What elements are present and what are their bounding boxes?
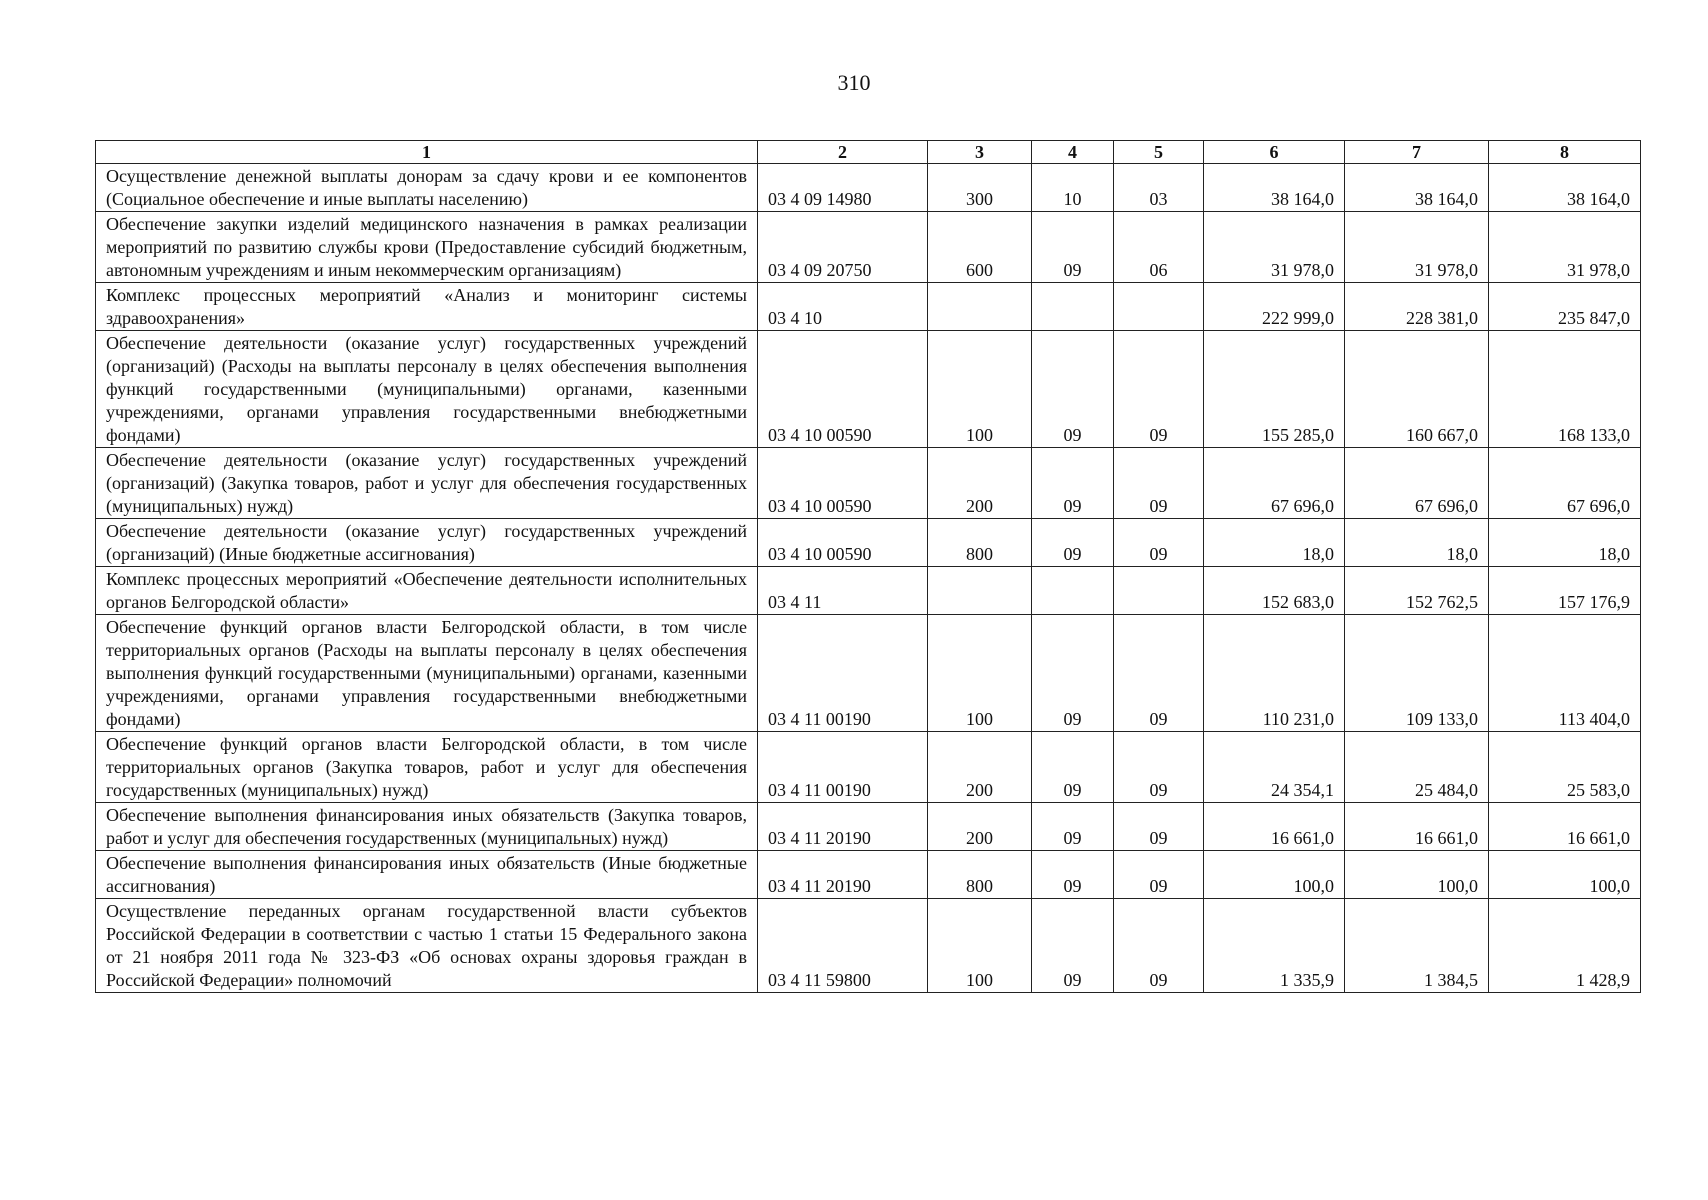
row-description: Осуществление денежной выплаты донорам за сдачу крови и ее компонентов (Социальное обеспечение и иные выплаты населению)	[96, 164, 758, 212]
row-col8: 16 661,0	[1489, 803, 1641, 851]
row-col8: 157 176,9	[1489, 567, 1641, 615]
row-code: 03 4 11	[758, 567, 928, 615]
row-col4: 09	[1032, 331, 1114, 448]
table-row	[96, 448, 1641, 519]
row-col7: 109 133,0	[1345, 615, 1489, 732]
row-col7: 67 696,0	[1345, 448, 1489, 519]
row-description: Обеспечение закупки изделий медицинского назначения в рамках реализации мероприятий по развитию службы крови (Предоставление субсидий бюджетным, автономным учреждениям и иным некоммерческим организациям)	[96, 212, 758, 283]
row-code: 03 4 11 20190	[758, 851, 928, 899]
column-header: 1	[96, 141, 758, 164]
row-description: Обеспечение функций органов власти Белгородской области, в том числе территориальных органов (Закупка товаров, работ и услуг для обеспечения государственных (муниципальных) нужд)	[96, 732, 758, 803]
column-header: 5	[1114, 141, 1204, 164]
row-col3: 100	[928, 899, 1032, 993]
row-col6: 16 661,0	[1204, 803, 1345, 851]
row-col7: 228 381,0	[1345, 283, 1489, 331]
row-col6: 100,0	[1204, 851, 1345, 899]
row-col7: 16 661,0	[1345, 803, 1489, 851]
row-col6: 155 285,0	[1204, 331, 1345, 448]
column-header: 4	[1032, 141, 1114, 164]
row-col6: 152 683,0	[1204, 567, 1345, 615]
row-col8: 18,0	[1489, 519, 1641, 567]
row-col6: 110 231,0	[1204, 615, 1345, 732]
row-col8: 235 847,0	[1489, 283, 1641, 331]
column-header: 8	[1489, 141, 1641, 164]
page-number: 310	[837, 70, 871, 95]
row-col6: 1 335,9	[1204, 899, 1345, 993]
row-col3: 100	[928, 331, 1032, 448]
row-col5: 09	[1114, 899, 1204, 993]
row-col8: 67 696,0	[1489, 448, 1641, 519]
header-row	[96, 141, 1641, 164]
row-description: Обеспечение деятельности (оказание услуг) государственных учреждений (организаций) (Иные бюджетные ассигнования)	[96, 519, 758, 567]
table-row	[96, 164, 1641, 212]
column-header: 7	[1345, 141, 1489, 164]
row-code: 03 4 10 00590	[758, 331, 928, 448]
row-code: 03 4 11 20190	[758, 803, 928, 851]
row-col3	[928, 567, 1032, 615]
row-description: Обеспечение функций органов власти Белгородской области, в том числе территориальных органов (Расходы на выплаты персоналу в целях обеспечения выполнения функций государственными (муниципальными) органами, казенными учреждениями, органами управления государственными внебюджетными фондами)	[96, 615, 758, 732]
table-row	[96, 519, 1641, 567]
row-col4: 09	[1032, 212, 1114, 283]
row-col8: 38 164,0	[1489, 164, 1641, 212]
row-code: 03 4 09 14980	[758, 164, 928, 212]
row-code: 03 4 09 20750	[758, 212, 928, 283]
row-col7: 160 667,0	[1345, 331, 1489, 448]
row-col7: 100,0	[1345, 851, 1489, 899]
column-header: 3	[928, 141, 1032, 164]
table-row	[96, 732, 1641, 803]
row-col5: 09	[1114, 448, 1204, 519]
budget-table	[95, 140, 1641, 993]
row-col5: 09	[1114, 331, 1204, 448]
row-col3: 200	[928, 448, 1032, 519]
row-code: 03 4 10 00590	[758, 519, 928, 567]
row-col7: 152 762,5	[1345, 567, 1489, 615]
table-row	[96, 567, 1641, 615]
row-col3: 800	[928, 851, 1032, 899]
row-col4	[1032, 567, 1114, 615]
row-description: Осуществление переданных органам государственной власти субъектов Российской Федерации в соответствии с частью 1 статьи 15 Федерального закона от 21 ноября 2011 года № 323-ФЗ «Об основах охраны здоровья граждан в Российской Федерации» полномочий	[96, 899, 758, 993]
row-col7: 31 978,0	[1345, 212, 1489, 283]
row-description: Комплекс процессных мероприятий «Анализ и мониторинг системы здравоохранения»	[96, 283, 758, 331]
row-col4: 10	[1032, 164, 1114, 212]
row-col4	[1032, 283, 1114, 331]
column-header: 6	[1204, 141, 1345, 164]
column-header: 2	[758, 141, 928, 164]
row-col7: 18,0	[1345, 519, 1489, 567]
row-col8: 100,0	[1489, 851, 1641, 899]
row-col5	[1114, 283, 1204, 331]
row-col5: 06	[1114, 212, 1204, 283]
row-col6: 222 999,0	[1204, 283, 1345, 331]
row-col4: 09	[1032, 851, 1114, 899]
table-row	[96, 615, 1641, 732]
table-row	[96, 803, 1641, 851]
row-col5: 09	[1114, 519, 1204, 567]
row-description: Обеспечение выполнения финансирования иных обязательств (Закупка товаров, работ и услуг для обеспечения государственных (муниципальных) нужд)	[96, 803, 758, 851]
table-row	[96, 851, 1641, 899]
row-description: Обеспечение деятельности (оказание услуг) государственных учреждений (организаций) (Расходы на выплаты персоналу в целях обеспечения выполнения функций государственными (муниципальными) органами, казенными учреждениями, органами управления государственными внебюджетными фондами)	[96, 331, 758, 448]
row-description: Обеспечение выполнения финансирования иных обязательств (Иные бюджетные ассигнования)	[96, 851, 758, 899]
row-col4: 09	[1032, 448, 1114, 519]
row-col6: 67 696,0	[1204, 448, 1345, 519]
table-row	[96, 899, 1641, 993]
row-col8: 31 978,0	[1489, 212, 1641, 283]
row-col4: 09	[1032, 899, 1114, 993]
row-col7: 1 384,5	[1345, 899, 1489, 993]
row-col5: 09	[1114, 803, 1204, 851]
row-col5: 03	[1114, 164, 1204, 212]
row-col8: 1 428,9	[1489, 899, 1641, 993]
row-col6: 38 164,0	[1204, 164, 1345, 212]
row-col8: 113 404,0	[1489, 615, 1641, 732]
row-description: Комплекс процессных мероприятий «Обеспечение деятельности исполнительных органов Белгородской области»	[96, 567, 758, 615]
row-col4: 09	[1032, 803, 1114, 851]
row-col6: 31 978,0	[1204, 212, 1345, 283]
row-col4: 09	[1032, 732, 1114, 803]
row-col3: 200	[928, 732, 1032, 803]
row-col5: 09	[1114, 615, 1204, 732]
row-description: Обеспечение деятельности (оказание услуг) государственных учреждений (организаций) (Закупка товаров, работ и услуг для обеспечения государственных (муниципальных) нужд)	[96, 448, 758, 519]
row-col4: 09	[1032, 519, 1114, 567]
row-col8: 168 133,0	[1489, 331, 1641, 448]
table-row	[96, 212, 1641, 283]
row-code: 03 4 11 00190	[758, 615, 928, 732]
row-col3: 300	[928, 164, 1032, 212]
table-row	[96, 283, 1641, 331]
row-col7: 25 484,0	[1345, 732, 1489, 803]
table-row	[96, 331, 1641, 448]
row-col3: 800	[928, 519, 1032, 567]
row-col3: 600	[928, 212, 1032, 283]
row-code: 03 4 10 00590	[758, 448, 928, 519]
row-col3: 100	[928, 615, 1032, 732]
row-col4: 09	[1032, 615, 1114, 732]
row-col8: 25 583,0	[1489, 732, 1641, 803]
row-code: 03 4 11 00190	[758, 732, 928, 803]
row-col3	[928, 283, 1032, 331]
row-code: 03 4 11 59800	[758, 899, 928, 993]
row-col3: 200	[928, 803, 1032, 851]
row-col5: 09	[1114, 732, 1204, 803]
row-code: 03 4 10	[758, 283, 928, 331]
row-col5	[1114, 567, 1204, 615]
row-col6: 18,0	[1204, 519, 1345, 567]
row-col5: 09	[1114, 851, 1204, 899]
row-col7: 38 164,0	[1345, 164, 1489, 212]
row-col6: 24 354,1	[1204, 732, 1345, 803]
